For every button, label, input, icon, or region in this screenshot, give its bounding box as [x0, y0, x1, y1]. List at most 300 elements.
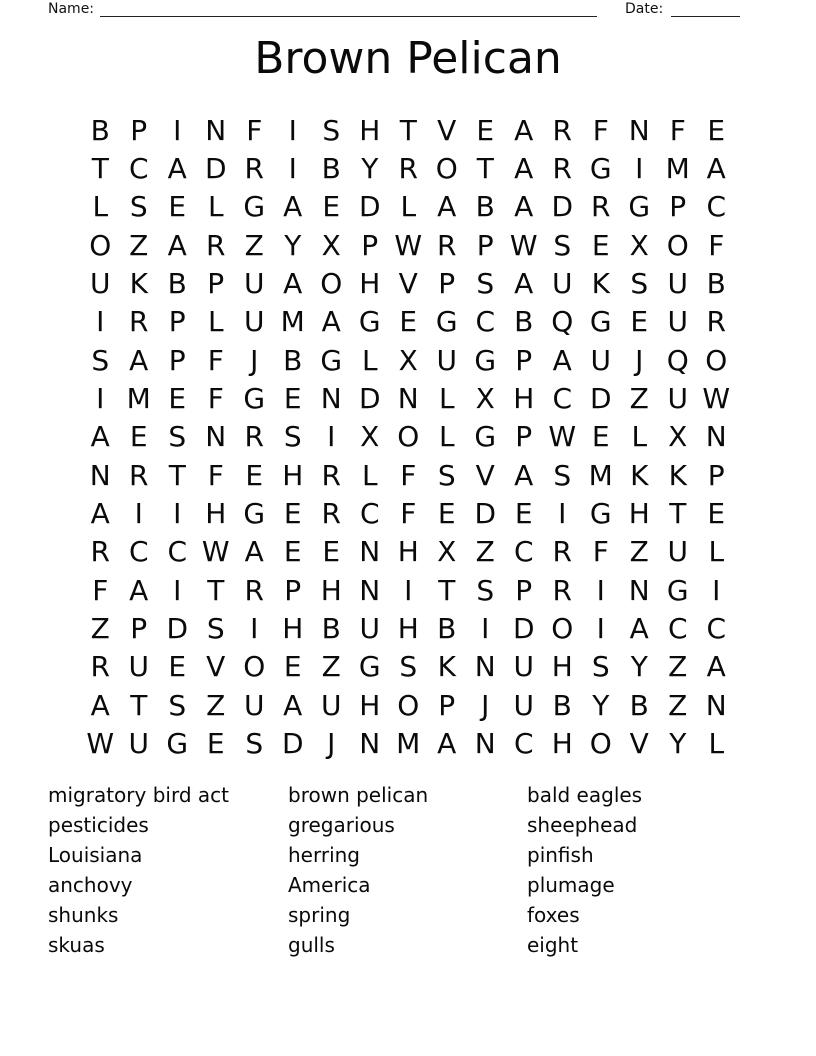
- grid-cell-r5-c4: P: [207, 266, 225, 300]
- grid-cell-r5-c6: A: [283, 266, 303, 300]
- grid-cell-r12-c13: R: [552, 535, 572, 569]
- name-blank-line: [100, 0, 597, 17]
- grid-cell-r9-c9: O: [397, 420, 420, 454]
- grid-cell-r2-c4: D: [204, 151, 227, 185]
- grid-cell-r12-c14: F: [592, 535, 609, 569]
- grid-cell-r12-c1: R: [90, 535, 110, 569]
- grid-cell-r17-c14: O: [589, 726, 612, 760]
- grid-cell-r12-c15: Z: [629, 535, 649, 569]
- grid-cell-r3-c8: D: [358, 190, 381, 224]
- grid-cell-r7-c11: G: [474, 343, 497, 377]
- grid-cell-r8-c6: E: [283, 381, 302, 415]
- grid-cell-r12-c17: L: [708, 535, 725, 569]
- grid-cell-r4-c17: F: [708, 228, 725, 262]
- grid-cell-r12-c16: U: [667, 535, 688, 569]
- grid-cell-r8-c7: N: [320, 381, 342, 415]
- grid-cell-r13-c9: I: [404, 573, 413, 607]
- grid-cell-r4-c10: R: [437, 228, 457, 262]
- word-list-item: migratory bird act: [48, 783, 229, 807]
- grid-cell-r8-c5: G: [243, 381, 266, 415]
- grid-cell-r14-c15: A: [629, 611, 649, 645]
- date-blank-line: [671, 0, 740, 17]
- grid-cell-r2-c6: I: [288, 151, 297, 185]
- grid-cell-r12-c4: W: [201, 535, 230, 569]
- grid-cell-r15-c17: A: [706, 650, 726, 684]
- grid-cell-r3-c5: G: [243, 190, 266, 224]
- grid-cell-r9-c15: L: [631, 420, 648, 454]
- grid-cell-r16-c9: O: [397, 688, 420, 722]
- grid-cell-r3-c7: E: [322, 190, 341, 224]
- grid-cell-r15-c3: E: [168, 650, 187, 684]
- grid-cell-r6-c14: G: [589, 305, 612, 339]
- grid-cell-r9-c2: E: [129, 420, 148, 454]
- grid-cell-r3-c6: A: [283, 190, 303, 224]
- grid-cell-r16-c5: U: [244, 688, 265, 722]
- grid-cell-r10-c11: V: [475, 458, 495, 492]
- grid-cell-r15-c2: U: [128, 650, 149, 684]
- grid-cell-r16-c11: J: [481, 688, 490, 722]
- grid-cell-r5-c5: U: [244, 266, 265, 300]
- grid-cell-r10-c12: A: [514, 458, 534, 492]
- grid-cell-r15-c5: O: [243, 650, 266, 684]
- grid-cell-r17-c4: E: [206, 726, 225, 760]
- grid-cell-r17-c12: C: [513, 726, 534, 760]
- grid-cell-r10-c10: S: [437, 458, 456, 492]
- grid-cell-r5-c7: O: [320, 266, 343, 300]
- grid-cell-r15-c16: Z: [668, 650, 688, 684]
- grid-cell-r8-c3: E: [168, 381, 187, 415]
- grid-cell-r1-c1: B: [90, 113, 110, 147]
- grid-cell-r6-c7: A: [321, 305, 341, 339]
- grid-cell-r8-c10: L: [438, 381, 455, 415]
- grid-cell-r1-c2: P: [130, 113, 148, 147]
- grid-cell-r11-c17: E: [707, 496, 726, 530]
- grid-cell-r11-c16: T: [669, 496, 687, 530]
- grid-cell-r5-c9: V: [398, 266, 418, 300]
- grid-cell-r10-c8: L: [361, 458, 378, 492]
- grid-cell-r13-c1: F: [92, 573, 109, 607]
- grid-cell-r9-c7: I: [327, 420, 336, 454]
- grid-cell-r11-c3: I: [173, 496, 182, 530]
- grid-cell-r12-c11: Z: [475, 535, 495, 569]
- grid-cell-r5-c17: B: [706, 266, 726, 300]
- word-list-item: spring: [288, 902, 351, 927]
- grid-cell-r6-c17: R: [706, 305, 726, 339]
- word-list-item: bald eagles: [527, 783, 643, 807]
- grid-cell-r15-c11: N: [474, 650, 496, 684]
- grid-cell-r8-c11: X: [475, 381, 495, 415]
- grid-cell-r1-c10: V: [437, 113, 457, 147]
- grid-cell-r8-c15: Z: [629, 381, 649, 415]
- grid-cell-r17-c1: W: [86, 726, 115, 760]
- grid-cell-r14-c17: C: [706, 611, 727, 645]
- grid-cell-r13-c6: P: [284, 573, 302, 607]
- grid-cell-r13-c7: H: [320, 573, 342, 607]
- grid-cell-r3-c10: A: [437, 190, 457, 224]
- grid-cell-r1-c6: I: [288, 113, 297, 147]
- grid-cell-r7-c13: A: [552, 343, 572, 377]
- grid-cell-r14-c5: I: [250, 611, 259, 645]
- grid-cell-r3-c4: L: [207, 190, 224, 224]
- grid-cell-r10-c7: R: [321, 458, 341, 492]
- grid-cell-r12-c10: X: [437, 535, 457, 569]
- grid-cell-r8-c13: C: [552, 381, 573, 415]
- grid-cell-r16-c7: U: [321, 688, 342, 722]
- grid-cell-r4-c12: W: [509, 228, 538, 262]
- grid-cell-r6-c11: C: [475, 305, 496, 339]
- grid-cell-r8-c12: H: [513, 381, 535, 415]
- grid-cell-r12-c9: H: [397, 535, 419, 569]
- grid-cell-r8-c16: U: [667, 381, 688, 415]
- grid-cell-r7-c1: S: [91, 343, 110, 377]
- grid-cell-r17-c8: N: [359, 726, 381, 760]
- grid-cell-r12-c2: C: [128, 535, 149, 569]
- grid-cell-r16-c10: P: [438, 688, 456, 722]
- word-list-item: Louisiana: [48, 842, 143, 867]
- grid-cell-r6-c15: E: [630, 305, 649, 339]
- grid-cell-r6-c10: G: [435, 305, 458, 339]
- grid-cell-r11-c13: I: [558, 496, 567, 530]
- grid-cell-r15-c9: S: [399, 650, 418, 684]
- grid-cell-r9-c6: S: [283, 420, 302, 454]
- word-list-item: gregarious: [288, 812, 395, 837]
- grid-cell-r4-c7: X: [321, 228, 341, 262]
- grid-cell-r17-c16: Y: [669, 726, 687, 760]
- grid-cell-r7-c14: U: [590, 343, 611, 377]
- grid-cell-r10-c3: T: [168, 458, 186, 492]
- grid-cell-r16-c3: S: [168, 688, 187, 722]
- grid-cell-r4-c11: P: [476, 228, 494, 262]
- word-list-item: shunks: [48, 902, 119, 927]
- grid-cell-r3-c3: E: [168, 190, 187, 224]
- grid-cell-r7-c3: P: [168, 343, 186, 377]
- grid-cell-r9-c10: L: [438, 420, 455, 454]
- grid-cell-r6-c13: Q: [551, 305, 574, 339]
- grid-cell-r12-c6: E: [283, 535, 302, 569]
- letter-grid: [81, 111, 736, 763]
- grid-cell-r17-c17: L: [708, 726, 725, 760]
- grid-cell-r4-c2: Z: [129, 228, 149, 262]
- grid-cell-r16-c17: N: [705, 688, 727, 722]
- grid-cell-r3-c16: P: [669, 190, 687, 224]
- grid-cell-r11-c14: G: [589, 496, 612, 530]
- word-list-item: gulls: [288, 932, 335, 957]
- grid-cell-r17-c9: M: [396, 726, 421, 760]
- grid-cell-r12-c12: C: [513, 535, 534, 569]
- grid-cell-r16-c15: B: [629, 688, 649, 722]
- grid-cell-r2-c3: A: [167, 151, 187, 185]
- grid-cell-r3-c9: L: [400, 190, 417, 224]
- grid-cell-r3-c13: D: [551, 190, 574, 224]
- grid-cell-r11-c4: H: [205, 496, 227, 530]
- grid-cell-r8-c1: I: [96, 381, 105, 415]
- word-list-item: plumage: [527, 872, 615, 897]
- grid-cell-r8-c14: D: [589, 381, 612, 415]
- grid-cell-r15-c10: K: [437, 650, 456, 684]
- grid-cell-r11-c1: A: [90, 496, 110, 530]
- grid-cell-r11-c7: R: [321, 496, 341, 530]
- grid-cell-r6-c12: B: [514, 305, 534, 339]
- grid-cell-r3-c12: A: [514, 190, 534, 224]
- grid-cell-r7-c2: A: [129, 343, 149, 377]
- puzzle-title: Brown Pelican: [254, 33, 562, 84]
- grid-cell-r5-c10: P: [438, 266, 456, 300]
- grid-cell-r14-c13: O: [551, 611, 574, 645]
- grid-cell-r1-c17: E: [707, 113, 726, 147]
- word-list-item: anchovy: [48, 872, 133, 897]
- grid-cell-r15-c4: V: [206, 650, 226, 684]
- grid-cell-r3-c2: S: [129, 190, 148, 224]
- grid-cell-r10-c1: N: [89, 458, 111, 492]
- grid-cell-r4-c16: O: [666, 228, 689, 262]
- grid-cell-r10-c5: E: [245, 458, 264, 492]
- word-list-item: America: [288, 872, 371, 897]
- grid-cell-r10-c6: H: [282, 458, 304, 492]
- word-list-item: pinfish: [527, 842, 594, 867]
- grid-cell-r2-c8: Y: [361, 151, 379, 185]
- grid-cell-r15-c8: G: [358, 650, 381, 684]
- grid-cell-r4-c3: A: [167, 228, 187, 262]
- grid-cell-r4-c13: S: [553, 228, 572, 262]
- grid-cell-r17-c7: J: [327, 726, 336, 760]
- grid-cell-r7-c9: X: [398, 343, 418, 377]
- grid-cell-r11-c10: E: [437, 496, 456, 530]
- grid-cell-r3-c15: G: [628, 190, 651, 224]
- grid-cell-r5-c15: S: [630, 266, 649, 300]
- grid-cell-r3-c17: C: [706, 190, 727, 224]
- grid-cell-r4-c15: X: [629, 228, 649, 262]
- grid-cell-r17-c15: V: [629, 726, 649, 760]
- grid-cell-r9-c4: N: [205, 420, 227, 454]
- grid-cell-r17-c6: D: [281, 726, 304, 760]
- grid-cell-r5-c14: K: [591, 266, 610, 300]
- grid-cell-r15-c14: S: [591, 650, 610, 684]
- grid-cell-r4-c1: O: [89, 228, 112, 262]
- grid-cell-r15-c6: E: [283, 650, 302, 684]
- grid-cell-r6-c16: U: [667, 305, 688, 339]
- grid-cell-r9-c16: X: [668, 420, 688, 454]
- grid-cell-r6-c9: E: [399, 305, 418, 339]
- grid-cell-r10-c2: R: [129, 458, 149, 492]
- grid-cell-r2-c2: C: [128, 151, 149, 185]
- grid-cell-r17-c13: H: [551, 726, 573, 760]
- grid-cell-r8-c4: F: [207, 381, 224, 415]
- grid-cell-r2-c7: B: [321, 151, 341, 185]
- grid-cell-r12-c8: N: [359, 535, 381, 569]
- grid-cell-r8-c8: D: [358, 381, 381, 415]
- name-label: Name:: [48, 1, 95, 17]
- grid-cell-r4-c8: P: [361, 228, 379, 262]
- grid-cell-r1-c4: N: [205, 113, 227, 147]
- grid-cell-r16-c14: Y: [592, 688, 610, 722]
- grid-cell-r16-c13: B: [552, 688, 572, 722]
- grid-cell-r2-c14: G: [589, 151, 612, 185]
- grid-cell-r15-c12: U: [513, 650, 534, 684]
- grid-cell-r7-c17: O: [705, 343, 728, 377]
- grid-cell-r9-c3: S: [168, 420, 187, 454]
- grid-cell-r17-c5: S: [245, 726, 264, 760]
- grid-cell-r1-c9: T: [399, 113, 417, 147]
- word-list-column-1: [48, 781, 229, 960]
- grid-cell-r9-c17: N: [705, 420, 727, 454]
- grid-cell-r12-c3: C: [167, 535, 188, 569]
- grid-cell-r5-c13: U: [552, 266, 573, 300]
- grid-cell-r9-c5: R: [244, 420, 264, 454]
- grid-cell-r7-c7: G: [320, 343, 343, 377]
- grid-cell-r1-c12: A: [514, 113, 534, 147]
- grid-cell-r13-c8: N: [359, 573, 381, 607]
- grid-cell-r13-c15: N: [628, 573, 650, 607]
- grid-cell-r1-c13: R: [552, 113, 572, 147]
- grid-cell-r14-c3: D: [166, 611, 189, 645]
- grid-cell-r6-c6: M: [280, 305, 305, 339]
- grid-cell-r6-c2: R: [129, 305, 149, 339]
- grid-cell-r13-c10: T: [438, 573, 456, 607]
- grid-cell-r11-c9: F: [400, 496, 417, 530]
- grid-cell-r14-c12: D: [512, 611, 535, 645]
- grid-cell-r16-c4: Z: [206, 688, 226, 722]
- grid-cell-r6-c5: U: [244, 305, 265, 339]
- grid-cell-r3-c14: R: [591, 190, 611, 224]
- grid-cell-r4-c6: Y: [284, 228, 302, 262]
- grid-cell-r7-c10: U: [436, 343, 457, 377]
- grid-cell-r7-c12: P: [515, 343, 533, 377]
- grid-cell-r13-c13: R: [552, 573, 572, 607]
- grid-cell-r1-c3: I: [173, 113, 182, 147]
- grid-cell-r4-c14: E: [591, 228, 610, 262]
- grid-cell-r7-c15: J: [635, 343, 644, 377]
- grid-cell-r15-c1: R: [90, 650, 110, 684]
- grid-cell-r9-c12: P: [515, 420, 533, 454]
- grid-cell-r14-c10: B: [437, 611, 457, 645]
- grid-cell-r1-c8: H: [359, 113, 381, 147]
- grid-cell-r4-c4: R: [206, 228, 226, 262]
- grid-cell-r6-c1: I: [96, 305, 105, 339]
- grid-cell-r2-c12: A: [514, 151, 534, 185]
- grid-cell-r13-c5: R: [244, 573, 264, 607]
- grid-cell-r7-c6: B: [283, 343, 303, 377]
- grid-cell-r6-c8: G: [358, 305, 381, 339]
- grid-cell-r13-c11: S: [476, 573, 495, 607]
- grid-cell-r1-c14: F: [592, 113, 609, 147]
- grid-cell-r15-c15: Y: [630, 650, 648, 684]
- grid-cell-r17-c11: N: [474, 726, 496, 760]
- grid-cell-r13-c4: T: [207, 573, 225, 607]
- grid-cell-r5-c11: S: [476, 266, 495, 300]
- word-list-item: skuas: [48, 932, 105, 957]
- word-list-item: sheephead: [527, 812, 638, 837]
- grid-cell-r2-c15: I: [635, 151, 644, 185]
- grid-cell-r14-c8: U: [359, 611, 380, 645]
- grid-cell-r6-c3: P: [168, 305, 186, 339]
- grid-cell-r2-c17: A: [706, 151, 726, 185]
- grid-cell-r11-c5: G: [243, 496, 266, 530]
- grid-cell-r17-c3: G: [166, 726, 189, 760]
- grid-cell-r16-c8: H: [359, 688, 381, 722]
- grid-cell-r10-c17: P: [707, 458, 725, 492]
- grid-cell-r15-c13: H: [551, 650, 573, 684]
- grid-cell-r11-c6: E: [283, 496, 302, 530]
- date-label: Date:: [625, 1, 664, 17]
- grid-cell-r14-c9: H: [397, 611, 419, 645]
- grid-cell-r9-c14: E: [591, 420, 610, 454]
- grid-cell-r10-c9: F: [400, 458, 417, 492]
- grid-cell-r2-c13: R: [552, 151, 572, 185]
- grid-cell-r2-c9: R: [398, 151, 418, 185]
- grid-cell-r14-c16: C: [667, 611, 688, 645]
- grid-cell-r10-c15: K: [630, 458, 649, 492]
- grid-cell-r8-c2: M: [126, 381, 151, 415]
- grid-cell-r2-c5: R: [244, 151, 264, 185]
- grid-cell-r2-c11: T: [476, 151, 494, 185]
- grid-cell-r1-c16: F: [669, 113, 686, 147]
- grid-cell-r11-c8: C: [359, 496, 380, 530]
- grid-cell-r5-c8: H: [359, 266, 381, 300]
- grid-cell-r13-c3: I: [173, 573, 182, 607]
- grid-cell-r2-c1: T: [91, 151, 109, 185]
- grid-cell-r7-c8: L: [361, 343, 378, 377]
- word-list-column-2: [288, 781, 428, 960]
- grid-cell-r12-c5: A: [244, 535, 264, 569]
- grid-cell-r13-c14: I: [596, 573, 605, 607]
- grid-cell-r7-c4: F: [207, 343, 224, 377]
- grid-cell-r16-c16: Z: [668, 688, 688, 722]
- grid-cell-r10-c16: K: [668, 458, 687, 492]
- grid-cell-r13-c17: I: [712, 573, 721, 607]
- grid-cell-r5-c2: K: [129, 266, 148, 300]
- word-list-item: foxes: [527, 902, 580, 927]
- grid-cell-r13-c12: P: [515, 573, 533, 607]
- grid-cell-r11-c2: I: [134, 496, 143, 530]
- grid-cell-r10-c4: F: [207, 458, 224, 492]
- word-list-item: brown pelican: [288, 783, 429, 807]
- grid-cell-r16-c1: A: [90, 688, 110, 722]
- grid-cell-r14-c14: I: [596, 611, 605, 645]
- grid-cell-r5-c3: B: [167, 266, 187, 300]
- grid-cell-r3-c1: L: [92, 190, 109, 224]
- word-list-column-3: [527, 781, 642, 960]
- grid-cell-r1-c15: N: [628, 113, 650, 147]
- grid-cell-r17-c2: U: [128, 726, 149, 760]
- grid-cell-r5-c16: U: [667, 266, 688, 300]
- word-list-item: herring: [288, 842, 361, 867]
- grid-cell-r14-c7: B: [321, 611, 341, 645]
- grid-cell-r9-c13: W: [548, 420, 577, 454]
- grid-cell-r14-c4: S: [206, 611, 225, 645]
- grid-cell-r15-c7: Z: [321, 650, 341, 684]
- grid-cell-r9-c8: X: [360, 420, 380, 454]
- word-list-item: pesticides: [48, 812, 149, 837]
- grid-cell-r13-c2: A: [129, 573, 149, 607]
- grid-cell-r14-c6: H: [282, 611, 304, 645]
- grid-cell-r7-c16: Q: [666, 343, 689, 377]
- grid-cell-r17-c10: A: [437, 726, 457, 760]
- grid-cell-r14-c1: Z: [90, 611, 110, 645]
- grid-cell-r14-c11: I: [481, 611, 490, 645]
- grid-cell-r1-c11: E: [476, 113, 495, 147]
- grid-cell-r11-c11: D: [474, 496, 497, 530]
- grid-cell-r3-c11: B: [475, 190, 495, 224]
- grid-cell-r10-c14: M: [588, 458, 613, 492]
- grid-cell-r4-c5: Z: [244, 228, 264, 262]
- grid-cell-r12-c7: E: [322, 535, 341, 569]
- grid-cell-r5-c12: A: [514, 266, 534, 300]
- grid-cell-r6-c4: L: [207, 305, 224, 339]
- grid-cell-r16-c6: A: [283, 688, 303, 722]
- grid-cell-r8-c9: N: [397, 381, 419, 415]
- grid-cell-r5-c1: U: [90, 266, 111, 300]
- grid-cell-r11-c15: H: [628, 496, 650, 530]
